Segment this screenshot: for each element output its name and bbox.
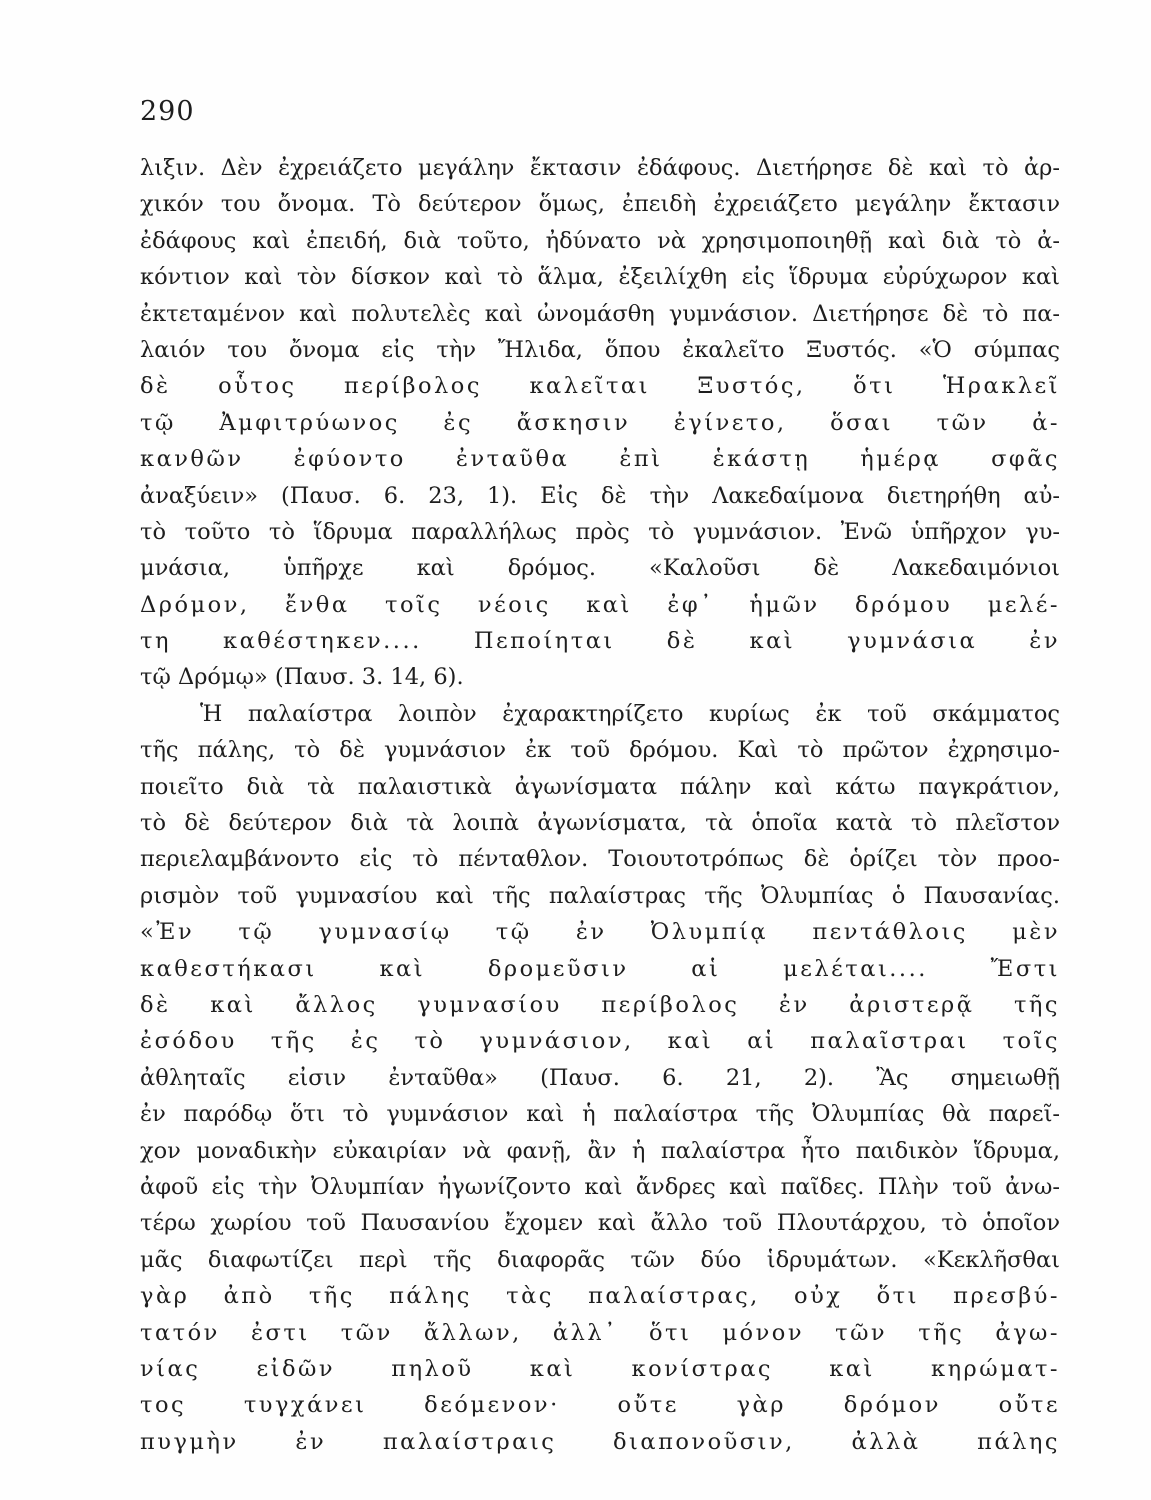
text-line: ἐσόδου τῆς ἐς τὸ γυμνάσιον, καὶ αἱ παλαῖστραι τοῖς	[140, 1028, 1060, 1055]
text-line: περιελαμβάνοντο εἰς τὸ πένταθλον. Τοιουτοτρόπως δὲ ὁρίζει τὸν προο-	[140, 846, 1060, 873]
text-line: τη καθέστηκεν.... Πεποίηται δὲ καὶ γυμνάσια ἐν	[140, 628, 1060, 655]
text-line: τῷ Ἀμφιτρύωνος ἐς ἄσκησιν ἐγίνετο, ὅσαι τῶν ἀ-	[140, 409, 1060, 436]
page-number: 290	[140, 96, 195, 127]
text-line: κόντιον καὶ τὸν δίσκον καὶ τὸ ἅλμα, ἐξειλίχθη εἰς ἵδρυμα εὐρύχωρον καὶ	[140, 264, 1060, 291]
text-line: «Ἐν τῷ γυμνασίῳ τῷ ἐν Ὀλυμπίᾳ πεντάθλοις μὲν	[140, 919, 1060, 946]
text-line: τατόν ἐστι τῶν ἄλλων, ἀλλ᾽ ὅτι μόνον τῶν τῆς ἀγω-	[140, 1319, 1060, 1346]
text-line: τὸ τοῦτο τὸ ἵδρυμα παραλλήλως πρὸς τὸ γυμνάσιον. Ἐνῶ ὑπῆρχον γυ-	[140, 518, 1060, 545]
text-line: νίας εἰδῶν πηλοῦ καὶ κονίστρας καὶ κηρώματ-	[140, 1355, 1060, 1382]
text-line: καθεστήκασι καὶ δρομεῦσιν αἱ μελέται.... Ἔστι	[140, 955, 1060, 982]
text-line: χον μοναδικὴν εὐκαιρίαν νὰ φανῇ, ἂν ἡ παλαίστρα ἦτο παιδικὸν ἵδρυμα,	[140, 1137, 1060, 1164]
text-line: ποιεῖτο διὰ τὰ παλαιστικὰ ἀγωνίσματα πάλην καὶ κάτω παγκράτιον,	[140, 773, 1060, 800]
text-line: τὸ δὲ δεύτερον διὰ τὰ λοιπὰ ἀγωνίσματα, τὰ ὁποῖα κατὰ τὸ πλεῖστον	[140, 810, 1060, 837]
text-line: τῷ Δρόμῳ» (Παυσ. 3. 14, 6).	[140, 664, 464, 691]
text-line: λιξιν. Δὲν ἐχρειάζετο μεγάλην ἔκτασιν ἐδάφους. Διετήρησε δὲ καὶ τὸ ἀρ-	[140, 155, 1060, 181]
text-line: Ἡ παλαίστρα λοιπὸν ἐχαρακτηρίζετο κυρίως ἐκ τοῦ σκάμματος	[200, 700, 1060, 727]
text-line: μνάσια, ὑπῆρχε καὶ δρόμος. «Καλοῦσι δὲ Λακεδαιμόνιοι	[140, 555, 1060, 582]
text-line: ἐδάφους καὶ ἐπειδή, διὰ τοῦτο, ἠδύνατο νὰ χρησιμοποιηθῇ καὶ διὰ τὸ ἀ-	[140, 227, 1060, 254]
text-line: δὲ οὗτος περίβολος καλεῖται Ξυστός, ὅτι Ἡρακλεῖ	[140, 373, 1060, 400]
text-line: ἐν παρόδῳ ὅτι τὸ γυμνάσιον καὶ ἡ παλαίστρα τῆς Ὀλυμπίας θὰ παρεῖ-	[140, 1101, 1060, 1128]
text-line: μᾶς διαφωτίζει περὶ τῆς διαφορᾶς τῶν δύο ἱδρυμάτων. «Κεκλῆσθαι	[140, 1246, 1060, 1273]
text-line: ρισμὸν τοῦ γυμνασίου καὶ τῆς παλαίστρας τῆς Ὀλυμπίας ὁ Παυσανίας.	[140, 882, 1060, 909]
body-text	[140, 150, 1060, 1460]
text-line: ἐκτεταμένον καὶ πολυτελὲς καὶ ὠνομάσθη γυμνάσιον. Διετήρησε δὲ τὸ πα-	[140, 300, 1060, 327]
text-line: ἀναξύειν» (Παυσ. 6. 23, 1). Εἰς δὲ τὴν Λακεδαίμονα διετηρήθη αὐ-	[140, 482, 1060, 509]
text-line: τέρω χωρίου τοῦ Παυσανίου ἔχομεν καὶ ἄλλο τοῦ Πλουτάρχου, τὸ ὁποῖον	[140, 1210, 1060, 1237]
text-line: τῆς πάλης, τὸ δὲ γυμνάσιον ἐκ τοῦ δρόμου. Καὶ τὸ πρῶτον ἐχρησιμο-	[140, 737, 1060, 764]
text-line: λαιόν του ὄνομα εἰς τὴν Ἤλιδα, ὅπου ἐκαλεῖτο Ξυστός. «Ὁ σύμπας	[140, 336, 1060, 363]
text-line: χικόν του ὄνομα. Τὸ δεύτερον ὅμως, ἐπειδὴ ἐχρειάζετο μεγάλην ἔκτασιν	[140, 191, 1060, 218]
text-line: δὲ καὶ ἄλλος γυμνασίου περίβολος ἐν ἀριστερᾷ τῆς	[140, 991, 1060, 1018]
text-line: Δρόμον, ἔνθα τοῖς νέοις καὶ ἐφ᾽ ἡμῶν δρόμου μελέ-	[140, 591, 1060, 618]
text-line: κανθῶν ἐφύοντο ἐνταῦθα ἐπὶ ἑκάστῃ ἡμέρᾳ σφᾶς	[140, 446, 1060, 473]
text-line: πυγμὴν ἐν παλαίστραις διαπονοῦσιν, ἀλλὰ πάλης	[140, 1428, 1060, 1455]
text-line: ἀφοῦ εἰς τὴν Ὀλυμπίαν ἠγωνίζοντο καὶ ἄνδρες καὶ παῖδες. Πλὴν τοῦ ἀνω-	[140, 1173, 1060, 1200]
text-line: γὰρ ἀπὸ τῆς πάλης τὰς παλαίστρας, οὐχ ὅτι πρεσβύ-	[140, 1283, 1060, 1310]
text-line: ἀθληταῖς εἰσιν ἐνταῦθα» (Παυσ. 6. 21, 2). Ἂς σημειωθῇ	[140, 1064, 1060, 1091]
text-line: τος τυγχάνει δεόμενον· οὔτε γὰρ δρόμον οὔτε	[140, 1392, 1060, 1419]
